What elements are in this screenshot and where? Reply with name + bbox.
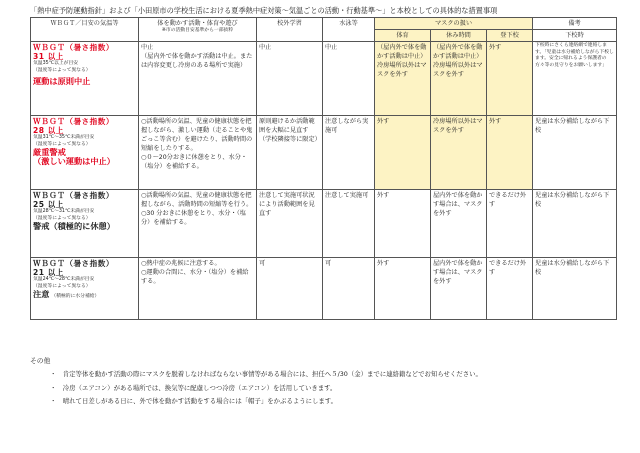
table-row bbox=[31, 116, 617, 190]
note-item: ・ 肯定等体を動かす活動の際にマスクを脱着しなければならない事情等がある場合には、担任へ５/30（金）までに連絡籍などでお知らせください。 bbox=[50, 370, 482, 378]
header-mask-break: 休み時間 bbox=[431, 30, 487, 42]
table-row bbox=[31, 258, 617, 320]
level-label: 厳重警戒 bbox=[33, 147, 66, 157]
header-remarks: 備考 bbox=[533, 18, 617, 30]
notes-list bbox=[50, 368, 482, 409]
wbgt-cell bbox=[31, 42, 139, 116]
activity-cell: ○活動場所の気温、児童の健康状態を把握しながら、活動時間の短縮等を行う。 ○30 分おきに休憩をとり、水分・（塩分）を補給する。 bbox=[139, 190, 257, 258]
mask-commute-cell: できるだけ外す bbox=[487, 258, 533, 320]
page-title: 「熱中症予防運動指針」および「小田原市の学校生活における夏季熱中症対策～気温ごとの活動・行動基準～」と本校としての具体的な措置事項 bbox=[30, 6, 498, 15]
mask-break-cell: 屋内外で体を動かす場合は、マスクを外す bbox=[431, 190, 487, 258]
wbgt-value: 21 以上 bbox=[33, 268, 64, 277]
temp-note: （湿度等によって異なる） bbox=[33, 283, 91, 289]
temp-guide: 気温24℃～28℃未満が目安 bbox=[33, 277, 95, 282]
temp-note: （湿度等によって異なる） bbox=[33, 67, 91, 73]
level-label: 注意 bbox=[33, 289, 50, 299]
wbgt-cell bbox=[31, 116, 139, 190]
header-mask-commute: 登下校 bbox=[487, 30, 533, 42]
temp-note: （湿度等によって異なる） bbox=[33, 215, 91, 221]
remarks-cell: 児童は水分補給しながら下校 bbox=[533, 116, 617, 190]
wbgt-value: 31 以上 bbox=[33, 52, 64, 61]
wbgt-cell bbox=[31, 258, 139, 320]
header-activity bbox=[139, 18, 257, 42]
header-swimming: 水泳等 bbox=[323, 18, 375, 42]
remarks-cell: 下校時にさくら連絡網で連絡します。「児童は水分補給しながら下校します。安全に帰れるよう保護者の方々等の見守りをお願いします」 bbox=[533, 42, 617, 116]
temp-note: （湿度等によって異なる） bbox=[33, 141, 91, 147]
mask-break-cell: 冷房場所以外はマスクを外す bbox=[431, 116, 487, 190]
header-mask-pe: 体育 bbox=[375, 30, 431, 42]
temp-guide: 気温31℃～35℃未満が目安 bbox=[33, 135, 95, 140]
mask-pe-cell: 外す bbox=[375, 116, 431, 190]
note-item: ・ 晴れて日差しがある日に、外で体を動かす活動をする場合には「帽子」をかぶるようにします。 bbox=[50, 397, 338, 405]
header-mask: マスクの扱い bbox=[375, 18, 533, 30]
table-row bbox=[31, 190, 617, 258]
mask-pe-cell: 外す bbox=[375, 258, 431, 320]
table-row bbox=[31, 42, 617, 116]
wbgt-value: 25 以上 bbox=[33, 200, 64, 209]
header-activity-label: 体を動かす活動・体育や遊び bbox=[157, 20, 238, 27]
school-study-cell: 中止 bbox=[257, 42, 323, 116]
mask-break-cell: （屋内外で体を動かす活動は中止） 冷房場所以外はマスクを外す bbox=[431, 42, 487, 116]
note-item: ・ 冷房（エアコン）がある場所では、換気等に配慮しつつ冷房（エアコン）を活用していきます。 bbox=[50, 383, 337, 392]
header-school-study: 校外学習 bbox=[257, 18, 323, 42]
swimming-cell: 注意しながら実施可 bbox=[323, 116, 375, 190]
wbgt-title: ＷＢＧＴ（暑さ指数） bbox=[33, 117, 114, 126]
header-remarks-sub: 下校時 bbox=[533, 30, 617, 42]
wbgt-cell bbox=[31, 190, 139, 258]
activity-cell: ○活動場所の気温、児童の健康状態を把握しながら、激しい運動（走ることや鬼ごっこ等含む）を避けたり、活動時間の短縮をしたりする。 ○０～20分おきに休憩をとり、水分・（塩分）を補給する。 bbox=[139, 116, 257, 190]
measures-table bbox=[30, 17, 617, 320]
level-sub-label: （積極的に水分補給） bbox=[51, 294, 100, 299]
header-activity-note: ※市の活動目安基準から一部抜粋 bbox=[161, 28, 234, 33]
school-study-cell: 可 bbox=[257, 258, 323, 320]
header-wbgt: ＷＢＧＴ／目安の気温等 bbox=[31, 18, 139, 42]
temp-guide: 気温28℃～31℃未満が目安 bbox=[33, 209, 95, 214]
mask-commute-cell: できるだけ外す bbox=[487, 190, 533, 258]
mask-pe-cell: 外す bbox=[375, 190, 431, 258]
wbgt-title: ＷＢＧＴ（暑さ指数） bbox=[33, 43, 114, 52]
mask-break-cell: 屋内外で体を動かす場合は、マスクを外す bbox=[431, 258, 487, 320]
mask-commute-cell: 外す bbox=[487, 116, 533, 190]
school-study-cell: 注意して実施可状況により活動範囲を見直す bbox=[257, 190, 323, 258]
activity-cell: 中止 （屋内外で体を動かす活動は中止。または内容変更し冷房のある場所で実施） bbox=[139, 42, 257, 116]
level-sub-label: （激しい運動は中止） bbox=[33, 156, 115, 166]
wbgt-title: ＷＢＧＴ（暑さ指数） bbox=[33, 259, 114, 268]
activity-cell: ○熱中症の兆候に注意する。 ○運動の合間に、水分・（塩分）を補給する。 bbox=[139, 258, 257, 320]
swimming-cell: 可 bbox=[323, 258, 375, 320]
swimming-cell: 中止 bbox=[323, 42, 375, 116]
remarks-cell: 児童は水分補給しながら下校 bbox=[533, 190, 617, 258]
school-study-cell: 原則避けるか活動範囲を大幅に見直す（学校隣接等に限定） bbox=[257, 116, 323, 190]
wbgt-value: 28 以上 bbox=[33, 126, 64, 135]
notes-title: その他 bbox=[30, 357, 51, 365]
mask-pe-cell: （屋内外で体を動かす活動は中止） 冷房場所以外はマスクを外す bbox=[375, 42, 431, 116]
swimming-cell: 注意して実施可 bbox=[323, 190, 375, 258]
temp-guide: 気温35℃以上が目安 bbox=[33, 61, 79, 66]
level-label: 運動は原則中止 bbox=[33, 76, 91, 86]
level-label: 警戒（積極的に休憩） bbox=[33, 221, 115, 231]
remarks-cell: 児童は水分補給しながら下校 bbox=[533, 258, 617, 320]
mask-commute-cell: 外す bbox=[487, 42, 533, 116]
wbgt-title: ＷＢＧＴ（暑さ指数） bbox=[33, 191, 114, 200]
